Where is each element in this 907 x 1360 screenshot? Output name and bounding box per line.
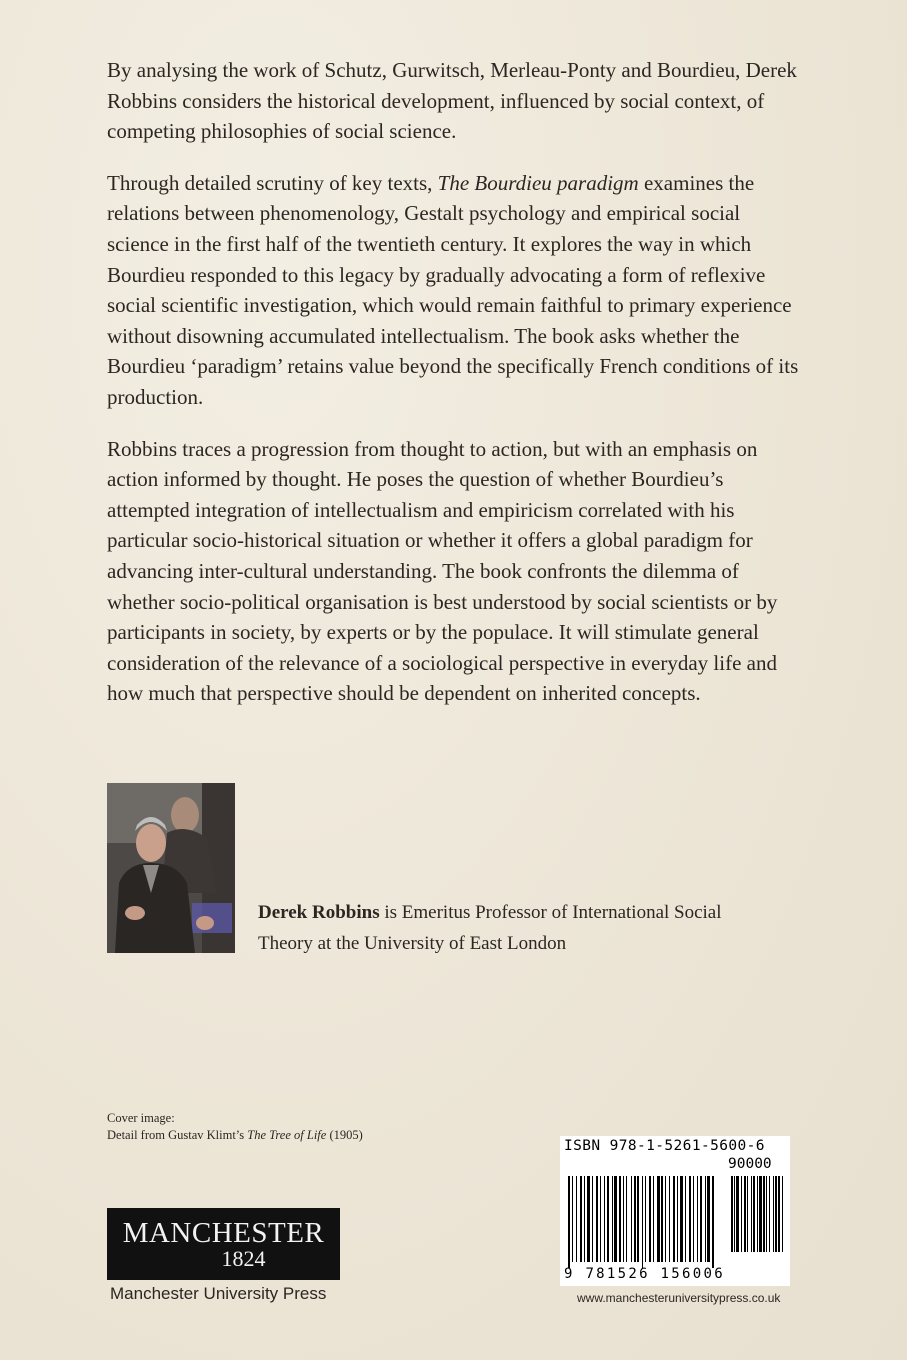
- isbn-number: ISBN 978-1-5261-5600-6: [564, 1138, 765, 1154]
- barcode-bar: [634, 1176, 636, 1262]
- barcode-bars: [566, 1176, 786, 1268]
- barcode-bar: [689, 1176, 691, 1262]
- barcode-bar: [705, 1176, 706, 1262]
- barcode-bar: [645, 1176, 646, 1262]
- publisher-logo: [107, 1208, 340, 1280]
- barcode-bar: [600, 1176, 601, 1262]
- barcode-addon-bar: [753, 1176, 755, 1252]
- author-photo: [107, 783, 235, 953]
- barcode-bar: [707, 1176, 710, 1262]
- author-bio: [258, 897, 778, 959]
- barcode-addon-bar: [769, 1176, 770, 1252]
- barcode-bar: [657, 1176, 660, 1262]
- blurb-paragraph-3: Robbins traces a progression from thought to action, but with an emphasis on action informed by thought. He poses the question of whether Bourdieu’s attempted integration of intellectualism and empiricism correlated with his particular socio-historical situation or whether it offers a global paradigm for advancing inter-cultural understanding. The book confronts the dilemma of whether socio-political organisation is best understood by social scientists or by participants in society, by experts or by the populace. It will stimulate general consideration of the relevance of a sociological perspective in everyday life and how much that perspective should be dependent on inherited concepts.: [107, 436, 778, 706]
- barcode-addon-bar: [734, 1176, 735, 1252]
- publisher-logo-year: 1824: [221, 1246, 266, 1271]
- barcode-bar: [637, 1176, 639, 1262]
- barcode-bar: [592, 1176, 593, 1262]
- blurb-p2-start: Through detailed scrutiny of key texts,: [107, 170, 438, 195]
- cover-credit: [107, 1110, 507, 1144]
- barcode-bar: [669, 1176, 670, 1262]
- blurb-paragraph-2: [107, 168, 807, 413]
- blurb-paragraph-1: By analysing the work of Schutz, Gurwitsch, Merleau-Ponty and Bourdieu, Derek Robbins considers the historical development, influenced by social context, of competing philosophies of social science.: [107, 58, 797, 144]
- barcode-bar: [619, 1176, 621, 1262]
- blurb: [107, 55, 807, 730]
- barcode-addon-bar: [778, 1176, 780, 1252]
- barcode-bar: [587, 1176, 590, 1262]
- isbn-barcode: [560, 1136, 790, 1286]
- barcode-bar: [631, 1176, 632, 1262]
- barcode-bar: [623, 1176, 624, 1262]
- cover-credit-detail-text: Detail from Gustav Klimt’s: [107, 1128, 248, 1142]
- publisher-name: Manchester University Press: [110, 1284, 327, 1303]
- barcode-addon-bar: [775, 1176, 777, 1252]
- barcode-bar: [584, 1176, 585, 1262]
- barcode-addon-bar: [744, 1176, 746, 1252]
- barcode-bar: [607, 1176, 609, 1262]
- artwork-year: (1905): [326, 1128, 363, 1142]
- barcode-bar: [712, 1176, 714, 1268]
- artwork-title: The Tree of Life: [247, 1128, 327, 1142]
- barcode-bar: [649, 1176, 651, 1262]
- barcode-addon-bar: [736, 1176, 739, 1252]
- publisher-logo-word: MANCHESTER: [122, 1217, 325, 1249]
- barcode-bar: [614, 1176, 617, 1262]
- barcode-bar: [596, 1176, 598, 1262]
- barcode-addon-bar: [766, 1176, 767, 1252]
- barcode-addon-bar: [773, 1176, 774, 1252]
- barcode-bar: [568, 1176, 570, 1268]
- barcode-bar: [572, 1176, 573, 1262]
- barcode-bar: [673, 1176, 675, 1262]
- barcode-addon-bar: [731, 1176, 733, 1252]
- barcode-bar: [665, 1176, 666, 1262]
- ean-number: 9 781526 156006: [564, 1266, 725, 1282]
- barcode-addon-bar: [747, 1176, 748, 1252]
- barcode-bar: [680, 1176, 683, 1262]
- blurb-p2-rest: examines the relations between phenomenology, Gestalt psychology and empirical social science in the first half of the twentieth century. It explores the way in which Bourdieu responded to this legacy by gradually advocating a form of reflexive social scientific investigation, which would remain faithful to primary experience without disowning accumulated intellectualism. The book asks whether the Bourdieu ‘paradigm’ retains value beyond the specifically French conditions of its production.: [107, 170, 799, 409]
- barcode-bar: [697, 1176, 698, 1262]
- barcode-bar: [677, 1176, 678, 1262]
- book-title: The Bourdieu paradigm: [437, 170, 639, 195]
- author-bio-text: is Emeritus Professor of International Social Theory at the University of East London: [258, 902, 722, 954]
- author-name: Derek Robbins: [258, 902, 380, 923]
- barcode-addon-number: 90000: [728, 1156, 772, 1172]
- barcode-bar: [642, 1176, 643, 1268]
- barcode-addon-bar: [763, 1176, 765, 1252]
- barcode-bar: [612, 1176, 613, 1262]
- barcode-bar: [685, 1176, 686, 1262]
- barcode-addon-bar: [759, 1176, 762, 1252]
- barcode-addon-bar: [782, 1176, 783, 1252]
- barcode-addon-bar: [757, 1176, 758, 1252]
- barcode-bar: [604, 1176, 605, 1262]
- barcode-addon-bar: [751, 1176, 752, 1252]
- cover-credit-detail: [107, 1127, 507, 1144]
- barcode-bar: [626, 1176, 627, 1262]
- publisher-website: www.manchesteruniversitypress.co.uk: [577, 1291, 781, 1305]
- barcode-bar: [693, 1176, 694, 1262]
- barcode-bar: [653, 1176, 654, 1262]
- barcode-bar: [700, 1176, 702, 1262]
- cover-credit-label: Cover image:: [107, 1111, 175, 1125]
- barcode-addon-bar: [741, 1176, 742, 1252]
- barcode-bar: [661, 1176, 663, 1262]
- barcode-bar: [576, 1176, 577, 1262]
- barcode-bar: [580, 1176, 582, 1262]
